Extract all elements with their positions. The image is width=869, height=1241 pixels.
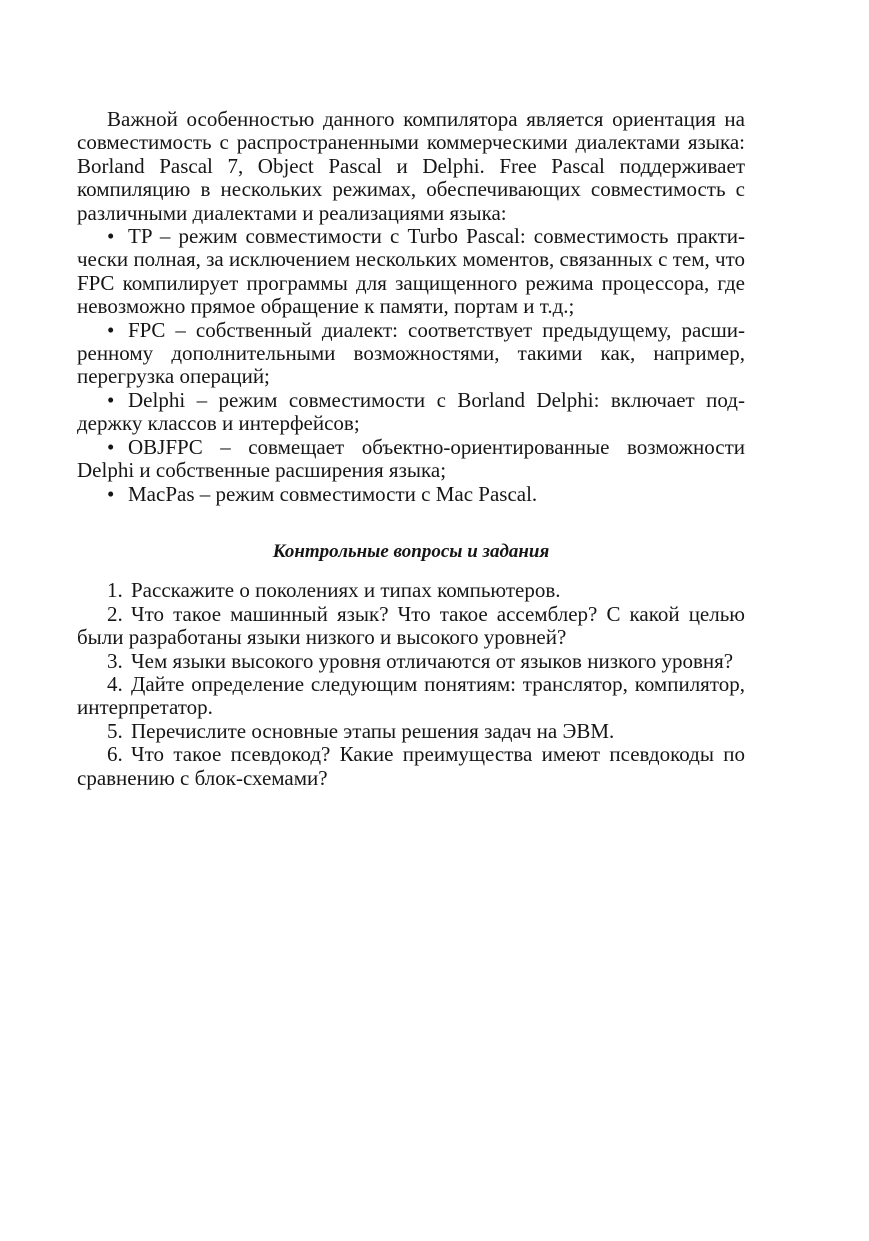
question-text: Перечислите основные этапы решения задач на ЭВМ. [131, 718, 615, 743]
bullet-icon: • [107, 387, 115, 412]
bullet-icon: • [107, 317, 115, 342]
page-content [77, 108, 745, 790]
bullet-icon: • [107, 224, 115, 249]
list-item-delphi [77, 389, 745, 436]
list-item-text: MacPas – режим совместимости с Mac Pascal. [128, 481, 538, 506]
question-item [77, 720, 745, 743]
question-text: Расскажите о поколениях и типах компьютеров. [131, 578, 561, 603]
list-item-fpc [77, 319, 745, 389]
question-item [77, 673, 745, 720]
question-text: Чем языки высокого уровня отличаются от языков низкого уровня? [131, 648, 734, 673]
question-number: 4. [107, 671, 123, 696]
list-item-text: FPC – собственный диалект: соответствует предыдущему, расширенному дополнительными возможностями, такими как, например, перегрузка операций; [77, 317, 745, 389]
question-item [77, 743, 745, 790]
question-item [77, 650, 745, 673]
bullet-icon: • [107, 481, 115, 506]
question-number: 2. [107, 601, 123, 626]
question-item [77, 603, 745, 650]
list-item-objfpc [77, 436, 745, 483]
question-number: 5. [107, 718, 123, 743]
question-number: 3. [107, 648, 123, 673]
question-text: Что такое машинный язык? Что такое ассемблер? С какой целью были разработаны языки низкого и высокого уровней? [77, 601, 745, 650]
list-item-tp [77, 225, 745, 319]
list-item-text: TP – режим совместимости с Turbo Pascal: совместимость практически полная, за исключением нескольких моментов, связанных с тем, что FPC компилирует программы для защищенного режима процессора, где невозможно прямое обращение к памяти, портам и т.д.; [77, 224, 745, 319]
section-heading: Контрольные вопросы и задания [272, 540, 550, 562]
bullet-icon: • [107, 434, 115, 459]
questions-list [77, 579, 745, 790]
list-item-text: OBJFPC – совмещает объектно-ориентированные возможности Delphi и собственные расширения языка; [77, 434, 745, 483]
compiler-modes-list [77, 225, 745, 506]
intro-paragraph: Важной особенностью данного компилятора является ориентация на совместимость с распространенными коммерческими диалектами языка: Borland Pascal 7, Object Pascal и Delphi. Free Pascal поддерживает компиляцию в нескольких режимах, обеспечивающих совместимость с различными диалектами и реализациями языка: [77, 107, 745, 225]
question-text: Дайте определение следующим понятиям: транслятор, компилятор, интерпретатор. [77, 671, 745, 720]
question-item [77, 579, 745, 602]
list-item-macpas [77, 483, 745, 506]
question-number: 1. [107, 578, 123, 603]
list-item-text: Delphi – режим совместимости с Borland Delphi: включает поддержку классов и интерфейсов; [77, 387, 745, 436]
question-number: 6. [107, 742, 123, 767]
question-text: Что такое псевдокод? Какие преимущества имеют псевдокоды по сравнению с блок-схемами? [77, 742, 745, 790]
